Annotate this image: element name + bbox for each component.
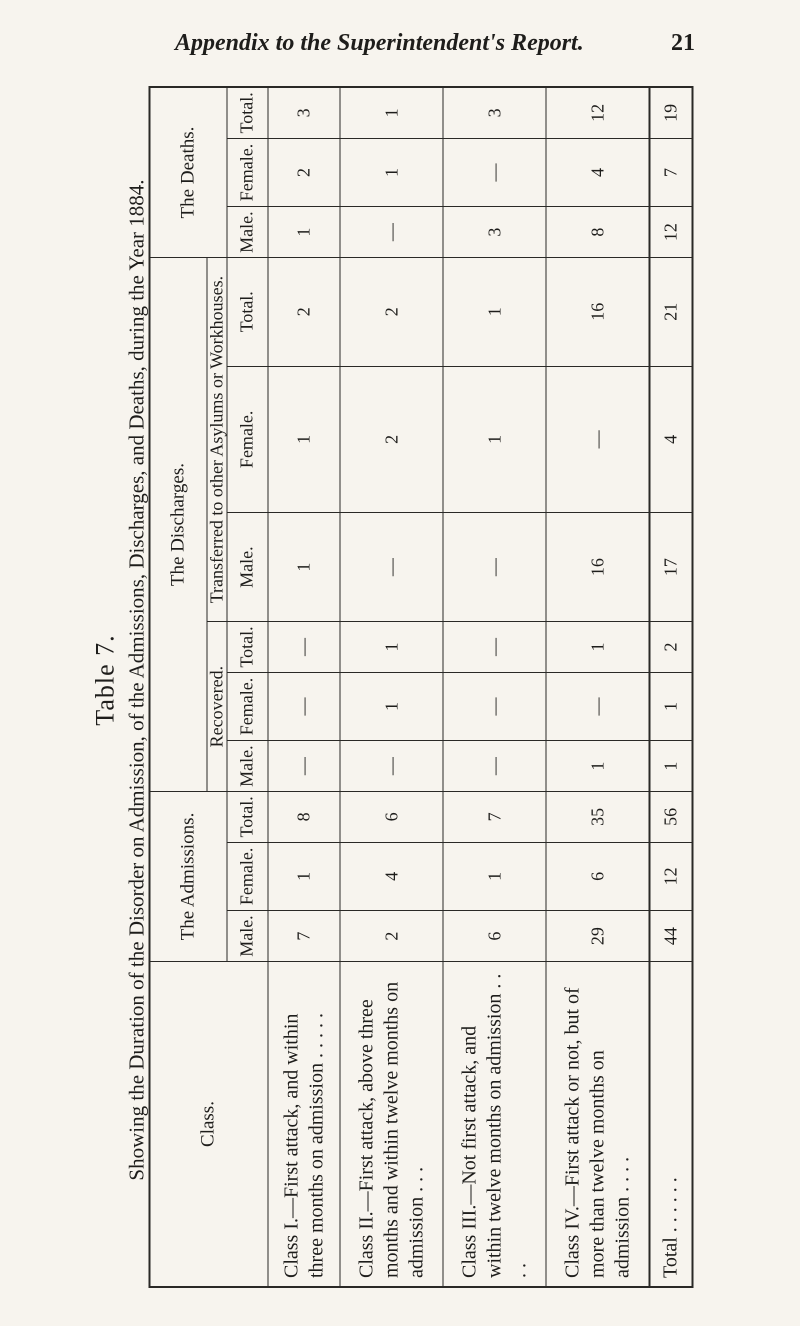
table-row [546, 87, 650, 1287]
running-header [175, 30, 695, 64]
cell: — [443, 513, 546, 622]
cell: 29 [546, 911, 650, 962]
cell: 2 [340, 258, 443, 366]
row-label: Class I.—First attack, and within three months on admission . . . . . [267, 962, 339, 1288]
class-column-header: Class. [149, 962, 267, 1288]
admissions-total-header: Total. [226, 792, 267, 843]
cell: — [267, 622, 339, 673]
cell: 1 [443, 366, 546, 513]
cell: 8 [267, 792, 339, 843]
cell: — [443, 741, 546, 792]
transferred-total-header: Total. [226, 258, 267, 366]
row-label: Class II.—First attack, above three months and within twelve months on admission . . . [340, 962, 443, 1288]
cell: 1 [340, 672, 443, 740]
cell: 7 [267, 911, 339, 962]
cell: — [267, 741, 339, 792]
cell: 1 [340, 87, 443, 138]
cell: 1 [267, 513, 339, 622]
table-title-block [90, 70, 149, 1290]
recovered-total-header: Total. [226, 622, 267, 673]
cell: 1 [267, 842, 339, 910]
deaths-male-header: Male. [226, 207, 267, 258]
cell: 2 [267, 258, 339, 366]
cell: 4 [649, 366, 692, 513]
cell: 16 [546, 513, 650, 622]
recovered-female-header: Female. [226, 672, 267, 740]
admissions-header: The Admissions. [149, 792, 226, 962]
row-label: Class IV.—First attack or not, but of more than twelve months on admission . . . . [546, 962, 650, 1288]
cell: 1 [267, 366, 339, 513]
row-label: Total . . . . . . [649, 962, 692, 1288]
table-row [340, 87, 443, 1287]
cell: 4 [340, 842, 443, 910]
cell: — [443, 138, 546, 206]
cell: — [546, 366, 650, 513]
cell: 3 [443, 87, 546, 138]
table-row [267, 87, 339, 1287]
cell: 2 [267, 138, 339, 206]
deaths-header: The Deaths. [149, 87, 226, 258]
cell: 1 [443, 258, 546, 366]
discharges-header: The Discharges. [149, 258, 207, 792]
deaths-total-header: Total. [226, 87, 267, 138]
cell: 12 [649, 842, 692, 910]
cell: 12 [546, 87, 650, 138]
transferred-male-header: Male. [226, 513, 267, 622]
cell: 3 [267, 87, 339, 138]
cell: 1 [340, 622, 443, 673]
cell: — [340, 513, 443, 622]
cell: — [340, 741, 443, 792]
cell: — [267, 672, 339, 740]
cell: 7 [443, 792, 546, 843]
deaths-female-header: Female. [226, 138, 267, 206]
cell: 12 [649, 207, 692, 258]
cell: — [443, 672, 546, 740]
transferred-header: Transferred to other Asylums or Workhouses. [207, 258, 227, 622]
cell: 1 [340, 138, 443, 206]
recovered-male-header: Male. [226, 741, 267, 792]
cell: 3 [443, 207, 546, 258]
admissions-male-header: Male. [226, 911, 267, 962]
cell: 1 [546, 622, 650, 673]
cell: 6 [546, 842, 650, 910]
cell: 1 [267, 207, 339, 258]
cell: 16 [546, 258, 650, 366]
table-row [443, 87, 546, 1287]
page-number: 21 [671, 30, 695, 56]
cell: 2 [649, 622, 692, 673]
row-label: Class III.—Not first attack, and within twelve months on admission . . . . [443, 962, 546, 1288]
cell: 44 [649, 911, 692, 962]
recovered-header: Recovered. [207, 622, 227, 792]
cell: 1 [546, 741, 650, 792]
cell: 2 [340, 366, 443, 513]
table-area [148, 86, 693, 1288]
cell: — [340, 207, 443, 258]
cell: 7 [649, 138, 692, 206]
transferred-female-header: Female. [226, 366, 267, 513]
cell: 6 [340, 792, 443, 843]
cell: 21 [649, 258, 692, 366]
cell: 19 [649, 87, 692, 138]
cell: — [546, 672, 650, 740]
cell: 4 [546, 138, 650, 206]
cell: 1 [649, 741, 692, 792]
cell: 6 [443, 911, 546, 962]
cell: 56 [649, 792, 692, 843]
table-label: Table 7. [90, 634, 120, 726]
table-caption: Showing the Duration of the Disorder on Admission, of the Admissions, Discharges, and Deaths, during the Year 1884. [124, 179, 149, 1181]
running-title: Appendix to the Superintendent's Report. [175, 30, 584, 56]
cell: 1 [443, 842, 546, 910]
statistics-table [148, 86, 693, 1288]
cell: — [443, 622, 546, 673]
cell: 17 [649, 513, 692, 622]
cell: 1 [649, 672, 692, 740]
admissions-female-header: Female. [226, 842, 267, 910]
total-row [649, 87, 692, 1287]
cell: 8 [546, 207, 650, 258]
cell: 35 [546, 792, 650, 843]
cell: 2 [340, 911, 443, 962]
